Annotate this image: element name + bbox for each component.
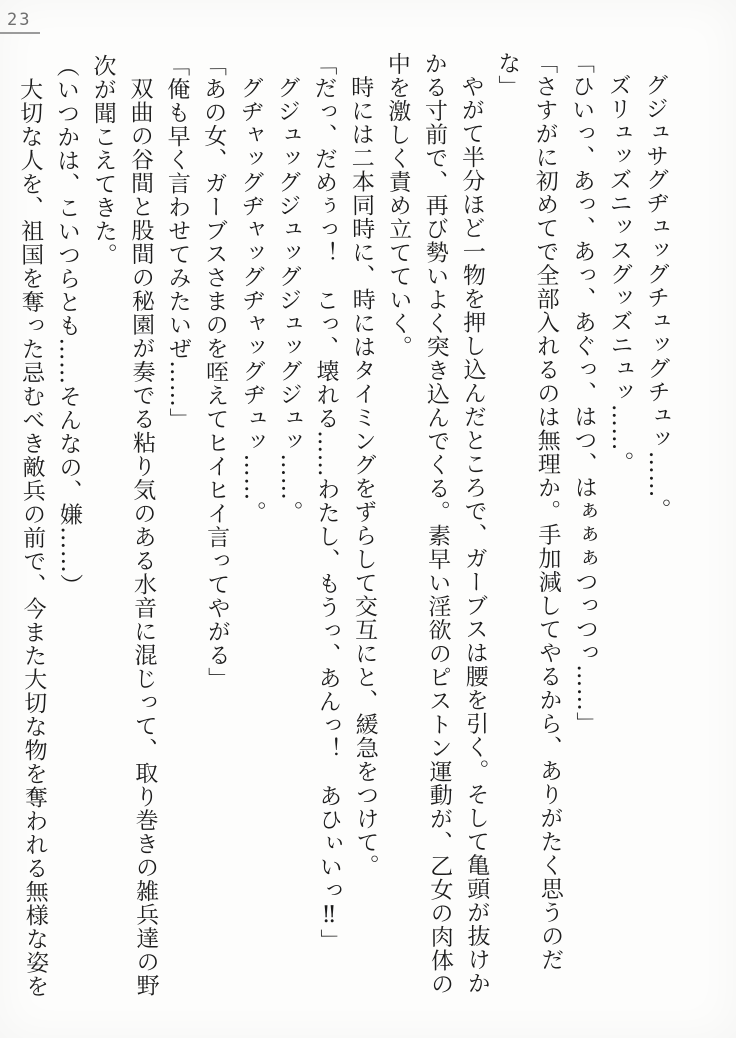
paragraph-dialogue: 「ひいっ、あっ、あっ、あぐっ、はつ、はぁぁぁつっつっ……」	[567, 50, 599, 736]
paragraph-narration: 双曲の谷間と股間の秘園が奏でる粘り気のある水音に混じって、取り巻きの雑兵達の野次が聞こえてきた。	[89, 53, 159, 998]
paragraph-narration: 時には二本同時に、時にはタイミングをずらして交互にと、緩急をつけて。	[346, 75, 379, 878]
paragraph-thought: （いつかは、こいつらとも……そんなの、嫌……）	[52, 54, 83, 598]
paragraph-narration: 大切な人を、祖国を奪った忌むべき敵兵の前で、今また大切な物を奪われる無様な姿を	[15, 77, 49, 998]
paragraph-sfx: ズリュッズニッスグッズニュッ……。	[604, 73, 634, 475]
page-number-rule	[0, 32, 40, 34]
paragraph-dialogue: 「あの女、ガーブスさまのを咥えてヒイヒイ言ってやがる」	[199, 53, 230, 691]
paragraph-dialogue: 「だっ、だめぅっ！ こっ、壊れる……わたし、もうっ、あんっ！ あひぃいっ‼」	[309, 52, 343, 953]
paragraph-sfx: グジュサグヂュッグチュッグチュッ……。	[641, 73, 671, 522]
paragraph-dialogue: 「さすがに初めてで全部入れるのは無理か。手加減してやるから、ありがたく思うのだな」	[493, 50, 564, 972]
page-number: 23	[7, 10, 32, 30]
paragraph-dialogue: 「俺も早く言わせてみたいぜ……」	[162, 53, 192, 432]
paragraph-sfx: グヂャッグヂャッグヂャッグヂュッ……。	[236, 75, 266, 525]
vertical-text-block	[10, 50, 679, 1007]
paragraph-narration: やがて半分ほど一物を押し込んだところで、ガーブスは腰を引く。そして亀頭が抜けかかる寸前で、再び勢いよく突き込んでくる。素早い淫欲のピストン運動が、乙女の肉体の中を激しく責め立てていく。	[383, 51, 490, 996]
paragraph-sfx: グジュッグジュッグジュッグジュッ……。	[273, 75, 303, 525]
